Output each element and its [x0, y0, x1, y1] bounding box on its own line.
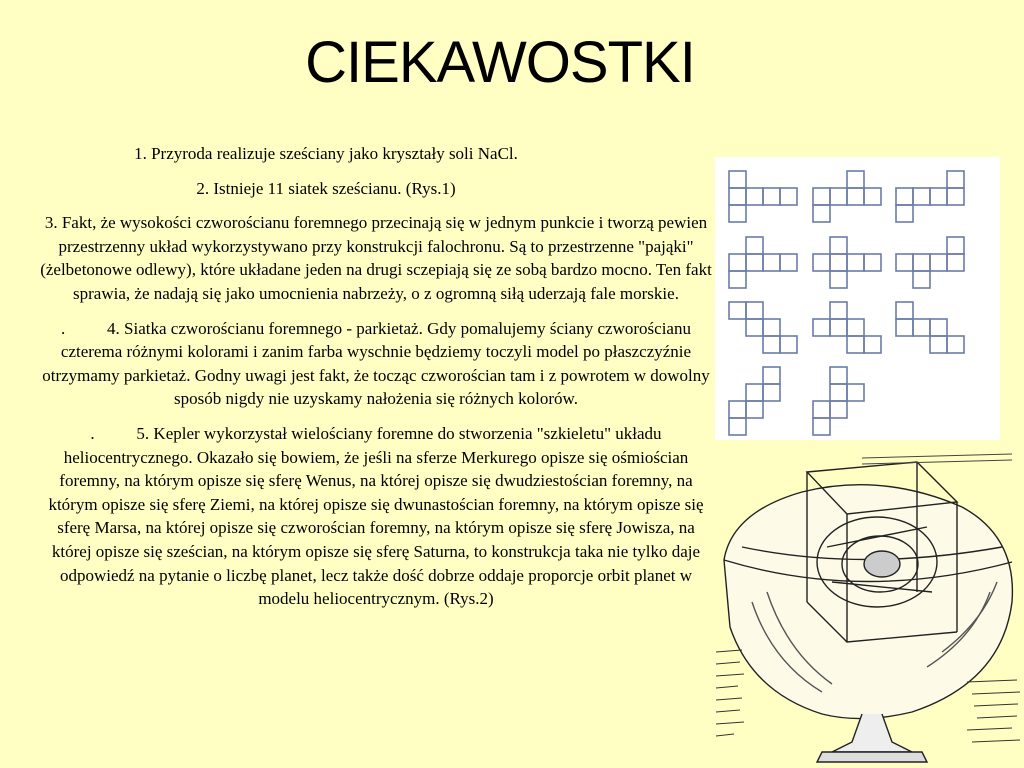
- cube-net-2: [813, 171, 881, 222]
- cube-nets-figure: [715, 157, 1000, 440]
- fact-item-2: [40, 177, 712, 201]
- fact-text: 2. Istnieje 11 siatek sześcianu. (Rys.1): [196, 178, 456, 198]
- cube-nets-icon: [715, 157, 1000, 440]
- bullet-dot: .: [90, 423, 95, 443]
- cube-net-1: [729, 171, 797, 222]
- slide-title: CIEKAWOSTKI: [305, 30, 695, 95]
- fact-item-4: [40, 317, 712, 411]
- cube-net-10: [729, 367, 780, 435]
- cube-net-7: [729, 302, 797, 353]
- cube-net-5: [813, 237, 881, 288]
- kepler-model-figure: [712, 452, 1024, 768]
- cube-net-11: [813, 367, 864, 435]
- fact-item-5: [40, 422, 712, 611]
- cube-net-8: [813, 302, 881, 353]
- slide-body: [40, 142, 712, 622]
- kepler-model-icon: [712, 452, 1024, 768]
- fact-text: 5. Kepler wykorzystał wielościany foremne do stworzenia "szkieletu" układu heliocentrycznego. Okazało się bowiem, że jeśli na sferze Merkurego opisze się ośmiościan foremny, na którym opisze się sferę Wenus, na której opisze się dwudziestościan foremny, na którym opisze się sferę Ziemi, na której opisze się dwunastościan foremny, na którym opisze się sferę Marsa, na której opisze się czworościan foremny, na którym opisze się sferę Jowisza, na której opisze się sześcian, na którym opisze się sferę Saturna, to konstrukcja taka nie tylko daje odpowiedź na pytanie o liczbę planet, lecz także dość dobrze oddaje proporcje orbit planet w modelu heliocentrycznym. (Rys.2): [48, 423, 704, 609]
- fact-text: 4. Siatka czworościanu foremnego - parkietaż. Gdy pomalujemy ściany czworościanu czterema różnymi kolorami i zanim farba wyschnie będziemy toczyli model po płaszczyźnie otrzymamy parkietaż. Godny uwagi jest fakt, że tocząc czworościan tam i z powrotem w dowolny sposób nigdy nie uzyskamy nałożenia się różnych kolorów.: [42, 318, 710, 409]
- cube-net-9: [896, 302, 964, 353]
- bullet-dot: .: [61, 318, 66, 338]
- cube-net-6: [896, 237, 964, 288]
- cube-net-4: [729, 237, 797, 288]
- fact-item-1: [40, 142, 712, 166]
- cube-net-3: [896, 171, 964, 222]
- fact-text: 1. Przyroda realizuje sześciany jako kryształy soli NaCl.: [134, 144, 518, 163]
- fact-text: 3. Fakt, że wysokości czworościanu foremnego przecinają się w jednym punkcie i tworzą pewien przestrzenny układ wykorzystywano przy konstrukcji falochronu. Są to przestrzenne "pająki" (żelbetonowe odlewy), które układane jeden na drugi sczepiają się ze sobą bardzo mocno. Ten fakt sprawia, że nadają się jako umocnienia nabrzeży, o z ogromną siłą uderzają fale morskie.: [40, 213, 712, 303]
- fact-item-3: [40, 211, 712, 305]
